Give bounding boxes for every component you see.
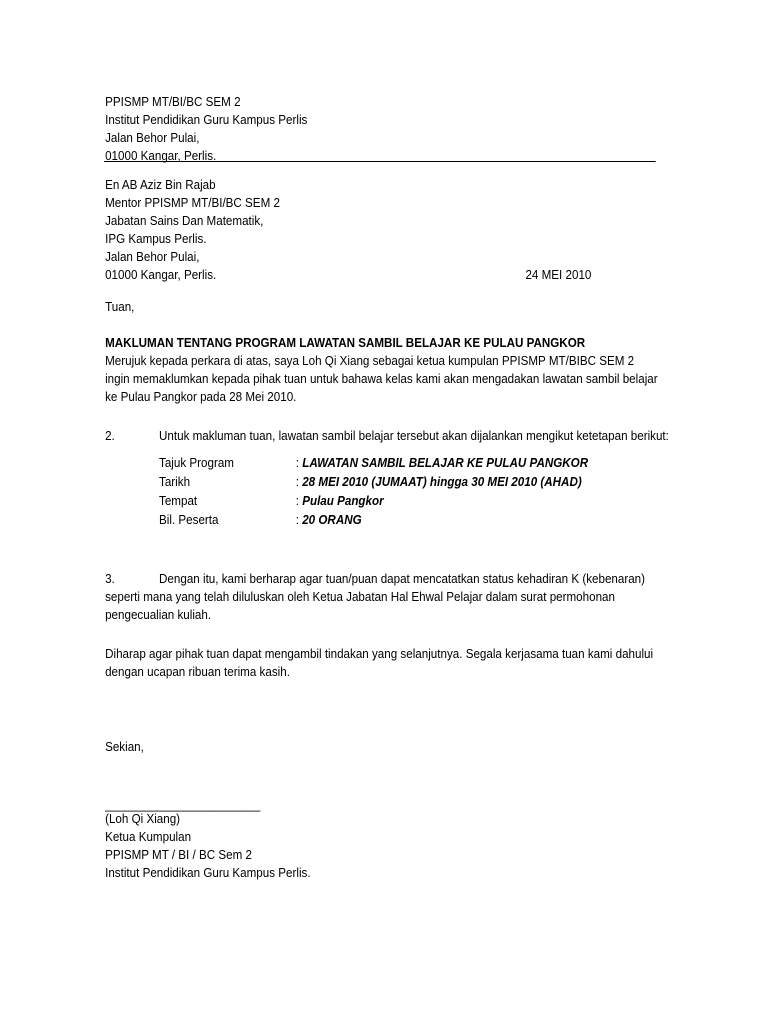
- sender-line: 01000 Kangar, Perlis.: [105, 149, 217, 163]
- letter-date: 24 MEI 2010: [525, 268, 592, 282]
- detail-row: [159, 492, 588, 511]
- para2-number: 2.: [105, 429, 115, 443]
- intro-line: ingin memaklumkan kepada pihak tuan untuk bahawa kelas kami akan mengadakan lawatan sambil belajar: [105, 372, 658, 386]
- sender-address: [105, 93, 307, 165]
- program-details: [159, 454, 588, 530]
- detail-separator: :: [295, 513, 299, 527]
- signature-line: ________________________: [105, 798, 261, 812]
- signoff: Sekian,: [105, 740, 144, 754]
- detail-label: Tempat: [159, 494, 198, 508]
- intro-paragraph: [105, 352, 658, 406]
- recipient-line: Jabatan Sains Dan Matematik,: [105, 214, 264, 228]
- recipient-line: En AB Aziz Bin Rajab: [105, 178, 216, 192]
- signatory-line: Institut Pendidikan Guru Kampus Perlis.: [105, 866, 311, 880]
- sender-line: Jalan Behor Pulai,: [105, 131, 200, 145]
- detail-label: Tarikh: [159, 475, 191, 489]
- detail-row: [159, 473, 588, 492]
- sender-line: Institut Pendidikan Guru Kampus Perlis: [105, 113, 308, 127]
- detail-row: [159, 454, 588, 473]
- signatory-line: (Loh Qi Xiang): [105, 812, 181, 826]
- para3-line: seperti mana yang telah diluluskan oleh Ketua Jabatan Hal Ehwal Pelajar dalam surat permohonan: [105, 590, 615, 604]
- detail-row: [159, 511, 588, 530]
- para3-first-line: Dengan itu, kami berharap agar tuan/puan dapat mencatatkan status kehadiran K (kebenaran): [159, 572, 646, 586]
- recipient-line: IPG Kampus Perlis.: [105, 232, 207, 246]
- detail-value: 28 MEI 2010 (JUMAAT) hingga 30 MEI 2010 (AHAD): [302, 475, 582, 489]
- intro-line: Merujuk kepada perkara di atas, saya Loh Qi Xiang sebagai ketua kumpulan PPISMP MT/BIBC SEM 2: [105, 354, 635, 368]
- sender-line: PPISMP MT/BI/BC SEM 2: [105, 95, 241, 109]
- para3-line: pengecualian kuliah.: [105, 608, 212, 622]
- para3-number: 3.: [105, 572, 115, 586]
- detail-value: Pulau Pangkor: [302, 494, 384, 508]
- para2-text: Untuk makluman tuan, lawatan sambil belajar tersebut akan dijalankan mengikut ketetapan berikut:: [159, 429, 669, 443]
- signatory-line: Ketua Kumpulan: [105, 830, 192, 844]
- closing-line: Diharap agar pihak tuan dapat mengambil tindakan yang selanjutnya. Segala kerjasama tuan kami dahului: [105, 647, 654, 661]
- recipient-line: Jalan Behor Pulai,: [105, 250, 200, 264]
- closing-paragraph: [105, 645, 653, 681]
- header-divider: [104, 161, 655, 162]
- detail-separator: :: [295, 456, 299, 470]
- detail-separator: :: [295, 494, 299, 508]
- signatory-block: [105, 810, 310, 882]
- detail-label: Bil. Peserta: [159, 513, 219, 527]
- closing-line: dengan ucapan ribuan terima kasih.: [105, 665, 290, 679]
- signatory-line: PPISMP MT / BI / BC Sem 2: [105, 848, 252, 862]
- recipient-line: Mentor PPISMP MT/BI/BC SEM 2: [105, 196, 280, 210]
- intro-line: ke Pulau Pangkor pada 28 Mei 2010.: [105, 390, 297, 404]
- detail-label: Tajuk Program: [159, 456, 234, 470]
- recipient-address: [105, 176, 280, 284]
- salutation: Tuan,: [105, 300, 135, 314]
- detail-value: LAWATAN SAMBIL BELAJAR KE PULAU PANGKOR: [302, 456, 589, 470]
- detail-separator: :: [295, 475, 299, 489]
- para3-continuation: [105, 588, 615, 624]
- detail-value: 20 ORANG: [302, 513, 362, 527]
- subject-line: MAKLUMAN TENTANG PROGRAM LAWATAN SAMBIL BELAJAR KE PULAU PANGKOR: [105, 336, 586, 350]
- recipient-line: 01000 Kangar, Perlis.: [105, 268, 217, 282]
